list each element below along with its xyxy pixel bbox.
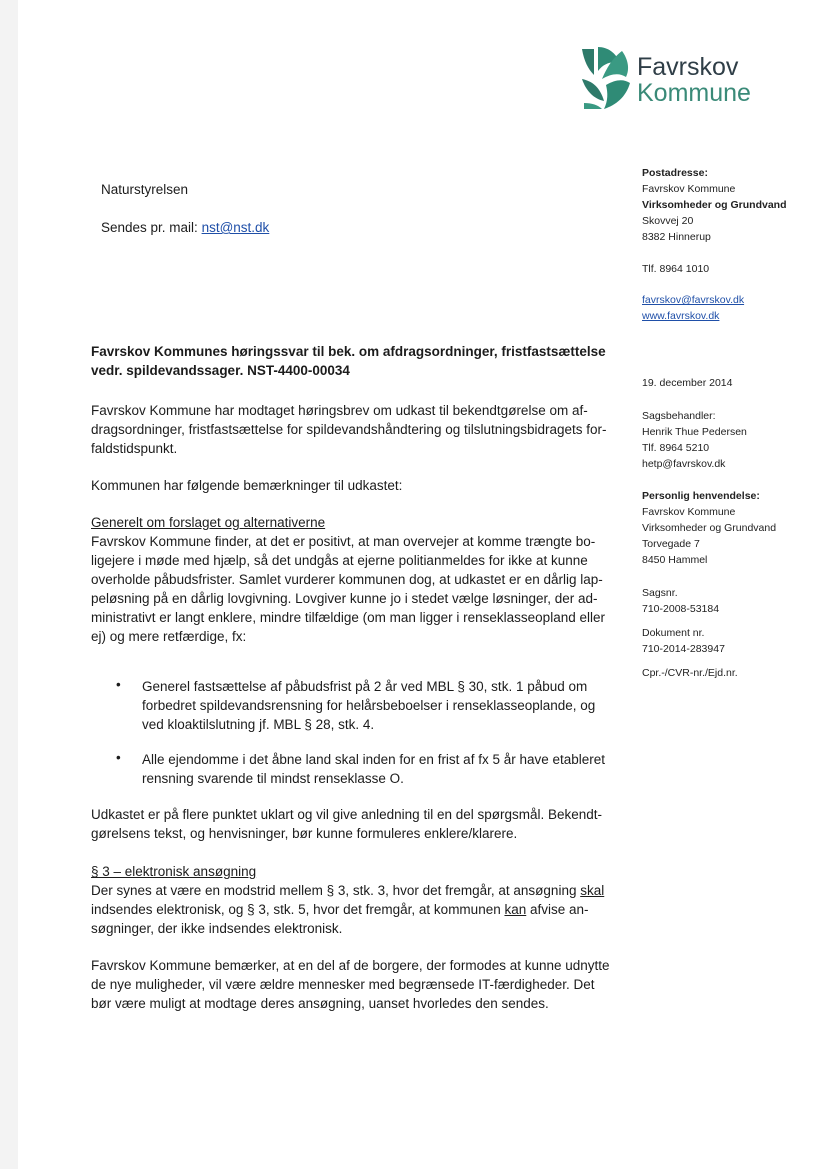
bullet-line: forbedret spildevandsrensning for helårsbeboelser i renseklasseoplande, og	[142, 698, 596, 713]
mail-label: Sendes pr. mail:	[101, 220, 198, 235]
s3-p2-line: de nye muligheder, vil være ældre mennesker med begrænsede IT-færdigheder. Det	[91, 977, 595, 992]
bullet-line: Generel fastsættelse af påbudsfrist på 2 år ved MBL § 30, stk. 1 påbud om	[142, 679, 588, 694]
general-line: ligejere i møde med hjælp, så det undgås at ejerne politianmeldes for ikke at kunne	[91, 553, 588, 568]
personal-line: 8450 Hammel	[642, 554, 708, 566]
case-handler-block	[642, 408, 747, 472]
personal-visit-block	[642, 488, 776, 568]
case-number: 710-2008-53184	[642, 603, 720, 615]
logo-line-2: Kommune	[637, 79, 751, 107]
emphasis-kan: kan	[504, 902, 527, 917]
bullet-marker: •	[116, 677, 121, 692]
bullet-line: rensning svarende til mindst renseklasse O.	[142, 771, 404, 786]
remarks-line: Kommunen har følgende bemærkninger til udkastet:	[91, 478, 403, 493]
section-3-heading: § 3 – elektronisk ansøgning	[91, 864, 257, 879]
bullet-line: Alle ejendomme i det åbne land skal inden for en frist af fx 5 år have etableret	[142, 752, 606, 767]
subject-line: vedr. spildevandssager. NST-4400-00034	[91, 363, 350, 378]
case-label: Sagsnr.	[642, 587, 678, 599]
favrskov-tree-logo-icon	[578, 45, 632, 111]
case-number-block	[642, 585, 719, 617]
web-link[interactable]: www.favrskov.dk	[642, 310, 720, 322]
general-line: overholde påbudsfrister. Samlet vurderer kommunen dog, at udkastet er en dårlig lap-	[91, 572, 603, 587]
general-line: ministrativt er langt enklere, mindre tilfældige (om man ligger i renseklasseopland eller	[91, 610, 605, 625]
s3-p2-line: Favrskov Kommune bemærker, at en del af de borgere, der formodes at kunne udnytte	[91, 958, 610, 973]
postal-title: Postadresse:	[642, 167, 708, 179]
personal-line: Favrskov Kommune	[642, 506, 736, 518]
section-3-paragraph-2	[91, 956, 611, 1013]
postal-line: 8382 Hinnerup	[642, 231, 711, 243]
handler-phone: Tlf. 8964 5210	[642, 442, 710, 454]
recipient-mail-line	[101, 220, 269, 235]
unclear-line: gørelsens tekst, og henvisninger, bør kunne formuleres enklere/klarere.	[91, 826, 518, 841]
personal-line: Torvegade 7	[642, 538, 700, 550]
intro-line: Favrskov Kommune har modtaget høringsbrev om udkast til bekendtgørelse om af-	[91, 403, 588, 418]
handler-email: hetp@favrskov.dk	[642, 458, 726, 470]
personal-line: Virksomheder og Grundvand	[642, 522, 777, 534]
s3-line: indsendes elektronisk, og § 3, stk. 5, hvor det fremgår, at kommunen kan afvise an-	[91, 902, 589, 917]
document-number: 710-2014-283947	[642, 643, 725, 655]
unclear-line: Udkastet er på flere punktet uklart og vil give anledning til en del spørgsmål. Bekendt-	[91, 807, 603, 822]
handler-name: Henrik Thue Pedersen	[642, 426, 747, 438]
contact-links	[642, 292, 744, 324]
emphasis-skal: skal	[580, 883, 605, 898]
postal-address-block	[642, 165, 787, 245]
email-link[interactable]: favrskov@favrskov.dk	[642, 294, 745, 306]
logo-line-1: Favrskov	[637, 53, 739, 81]
bullet-item	[142, 750, 612, 788]
postal-line: Skovvej 20	[642, 215, 694, 227]
s3-p2-line: bør være muligt at modtage deres ansøgning, uanset hvorledes den sendes.	[91, 996, 549, 1011]
document-number-block	[642, 625, 725, 657]
personal-title: Personlig henvendelse:	[642, 490, 760, 502]
letter-date: 19. december 2014	[642, 377, 733, 389]
bullet-item	[142, 677, 612, 734]
bullet-marker: •	[116, 750, 121, 765]
handler-title: Sagsbehandler:	[642, 410, 716, 422]
main-phone: Tlf. 8964 1010	[642, 263, 710, 275]
postal-line: Favrskov Kommune	[642, 183, 736, 195]
general-line: peløsning på en dårlig lovgivning. Lovgiver kunne jo i stedet vælge løsninger, der ad-	[91, 591, 598, 606]
general-heading: Generelt om forslaget og alternativerne	[91, 515, 326, 530]
intro-line: faldstidspunkt.	[91, 441, 178, 456]
intro-line: dragsordninger, fristfastsættelse for spildevandshåndtering og tilslutningsbidragets for-	[91, 422, 607, 437]
recipient-email-link[interactable]: nst@nst.dk	[201, 220, 270, 235]
general-line: Favrskov Kommune finder, at det er positivt, at man overvejer at komme trængte bo-	[91, 534, 596, 549]
recipient-name: Naturstyrelsen	[101, 182, 189, 197]
document-label: Dokument nr.	[642, 627, 705, 639]
cpr-label: Cpr.-/CVR-nr./Ejd.nr.	[642, 667, 738, 679]
intro-paragraph	[91, 401, 611, 458]
letter-subject	[91, 342, 621, 380]
general-section	[91, 513, 611, 646]
section-3	[91, 862, 611, 938]
s3-line: søgninger, der ikke indsendes elektronisk.	[91, 921, 343, 936]
postal-line: Virksomheder og Grundvand	[642, 199, 787, 211]
bullet-line: ved kloaktilslutning jf. MBL § 28, stk. 4.	[142, 717, 375, 732]
general-line: ej) og mere retfærdige, fx:	[91, 629, 247, 644]
s3-line: Der synes at være en modstrid mellem § 3, stk. 3, hvor det fremgår, at ansøgning skal	[91, 883, 605, 898]
favrskov-logo	[578, 45, 758, 115]
page-edge	[0, 0, 18, 1169]
unclear-paragraph	[91, 805, 611, 843]
subject-line: Favrskov Kommunes høringssvar til bek. om afdragsordninger, fristfastsættelse	[91, 344, 606, 359]
